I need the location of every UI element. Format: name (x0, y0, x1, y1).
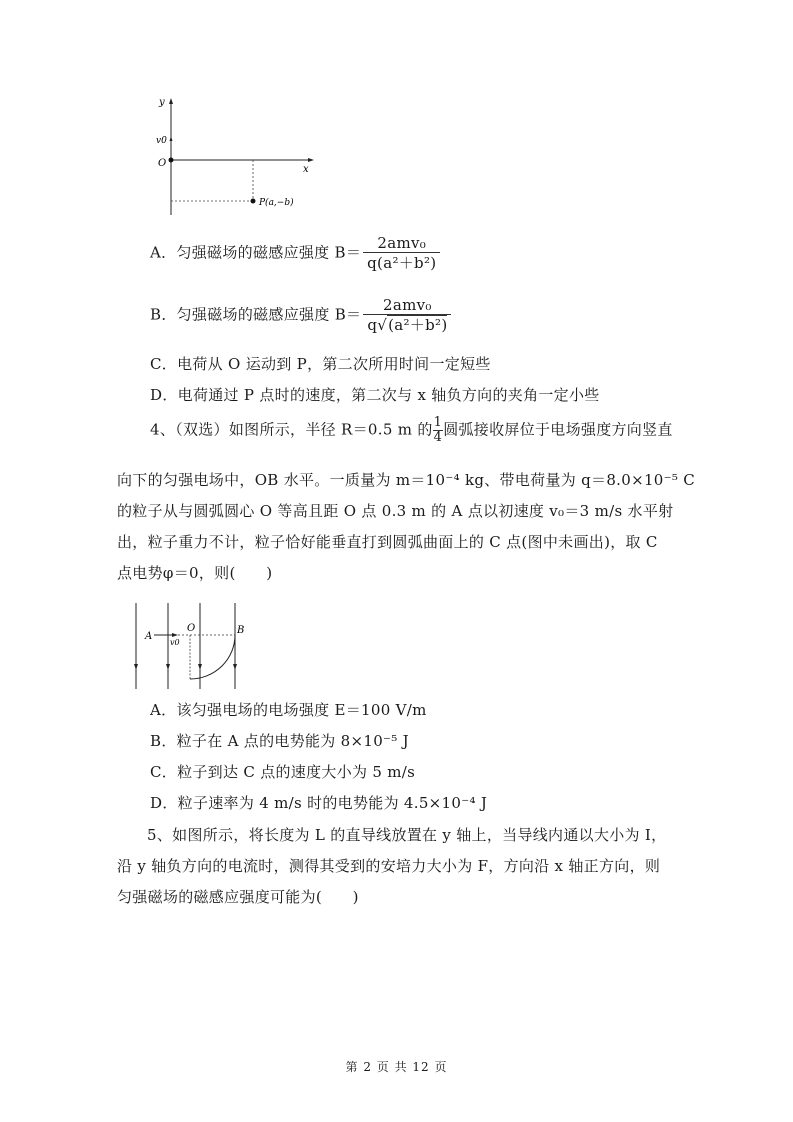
origin-label: O (158, 158, 167, 169)
y-label: y (159, 97, 165, 108)
figure-coordinate-diagram (140, 90, 330, 220)
option-label: B． (150, 305, 177, 324)
q4-stem-line-1 (150, 416, 673, 445)
option-text: 匀强磁场的磁感应强度 B＝ (176, 305, 362, 324)
q5-stem-line-2: 沿 y 轴负方向的电流时，测得其受到的安培力大小为 F，方向沿 x 轴正方向，则 (117, 857, 661, 875)
q4-option-c (150, 762, 415, 782)
option-text: 匀强磁场的磁感应强度 B＝ (176, 243, 362, 262)
option-label: D． (150, 794, 178, 812)
denominator: q√(a²＋b²) (363, 314, 451, 335)
q4-option-b (150, 731, 409, 751)
option-text: 该匀强电场的电场强度 E＝100 V/m (176, 701, 427, 719)
option-text: 粒子在 A 点的电势能为 8×10⁻⁵ J (176, 732, 409, 750)
option-text: 电荷从 O 运动到 P，第二次所用时间一定短些 (177, 355, 491, 373)
origin-dot (169, 158, 174, 163)
numerator: 2amv₀ (377, 234, 427, 252)
fraction-numerator: 1 (433, 415, 443, 430)
v0-arrow (170, 136, 173, 141)
q4-option-a (150, 700, 427, 720)
option-label: D． (150, 386, 178, 404)
arc-screen (190, 635, 235, 679)
option-label: A． (150, 243, 177, 262)
x-label: x (303, 164, 309, 175)
denominator-prefix: q (367, 316, 378, 334)
option-text: 粒子到达 C 点的速度大小为 5 m/s (177, 763, 416, 781)
q4-stem-line-3: 的粒子从与圆弧圆心 O 等高且距 O 点 0.3 m 的 A 点以初速度 v₀＝3 m/s 水平射 (117, 502, 674, 520)
figure-electric-field-diagram (120, 595, 260, 695)
point-p-dot (251, 199, 256, 204)
denominator-sqrt: (a²＋b²) (388, 316, 448, 334)
option-text: 电荷通过 P 点时的速度，第二次与 x 轴负方向的夹角一定小些 (177, 386, 600, 404)
q4-stem-line-4: 出，粒子重力不计，粒子恰好能垂直打到圆弧曲面上的 C 点(图中未画出)，取 C (117, 533, 658, 551)
q4-text-a: 4、（双选）如图所示，半径 R＝0.5 m 的 (150, 420, 433, 439)
option-text: 粒子速率为 4 m/s 时的电势能为 4.5×10⁻⁴ J (177, 794, 488, 812)
q3-option-d (150, 385, 600, 405)
quarter-fraction (433, 416, 444, 445)
q3-option-a (150, 234, 440, 273)
velocity-arrowhead (172, 633, 178, 637)
x-axis-arrow (308, 158, 314, 162)
option-label: C． (150, 355, 178, 373)
label-v0: v0 (170, 638, 180, 647)
field-arrow-4 (233, 664, 237, 670)
q5-stem-line-3: 匀强磁场的磁感应强度可能为( ) (117, 888, 359, 906)
point-p-label: P(a,−b) (259, 198, 294, 208)
option-label: C． (150, 763, 178, 781)
numerator: 2amv₀ (383, 296, 432, 314)
q3-option-b (150, 296, 451, 335)
field-arrow-1 (134, 664, 138, 670)
formula-fraction (363, 234, 440, 273)
fraction-denominator: 4 (433, 430, 443, 445)
field-arrow-2 (166, 664, 170, 670)
q3-option-c (150, 354, 491, 374)
q4-stem-line-5: 点电势φ＝0，则( ) (117, 564, 273, 582)
label-a: A (145, 631, 153, 642)
q4-stem-line-2: 向下的匀强电场中，OB 水平。一质量为 m＝10⁻⁴ kg、带电荷量为 q＝8.0×10⁻⁵ C (117, 471, 696, 489)
y-axis-arrow (169, 98, 173, 104)
option-label: B． (150, 732, 177, 750)
label-o: O (187, 623, 196, 634)
option-label: A． (150, 701, 177, 719)
denominator: q(a²＋b²) (363, 252, 440, 273)
label-b: B (237, 625, 245, 636)
q4-option-d (150, 793, 487, 813)
v0-label: v0 (156, 136, 167, 146)
field-arrow-3 (198, 664, 202, 670)
q4-text-b: 圆弧接收屏位于电场强度方向竖直 (443, 420, 673, 439)
page-footer: 第 2 页 共 12 页 (345, 1060, 448, 1074)
q5-stem-line-1: 5、如图所示，将长度为 L 的直导线放置在 y 轴上，当导线内通以大小为 I， (147, 826, 667, 844)
formula-fraction (363, 296, 451, 335)
